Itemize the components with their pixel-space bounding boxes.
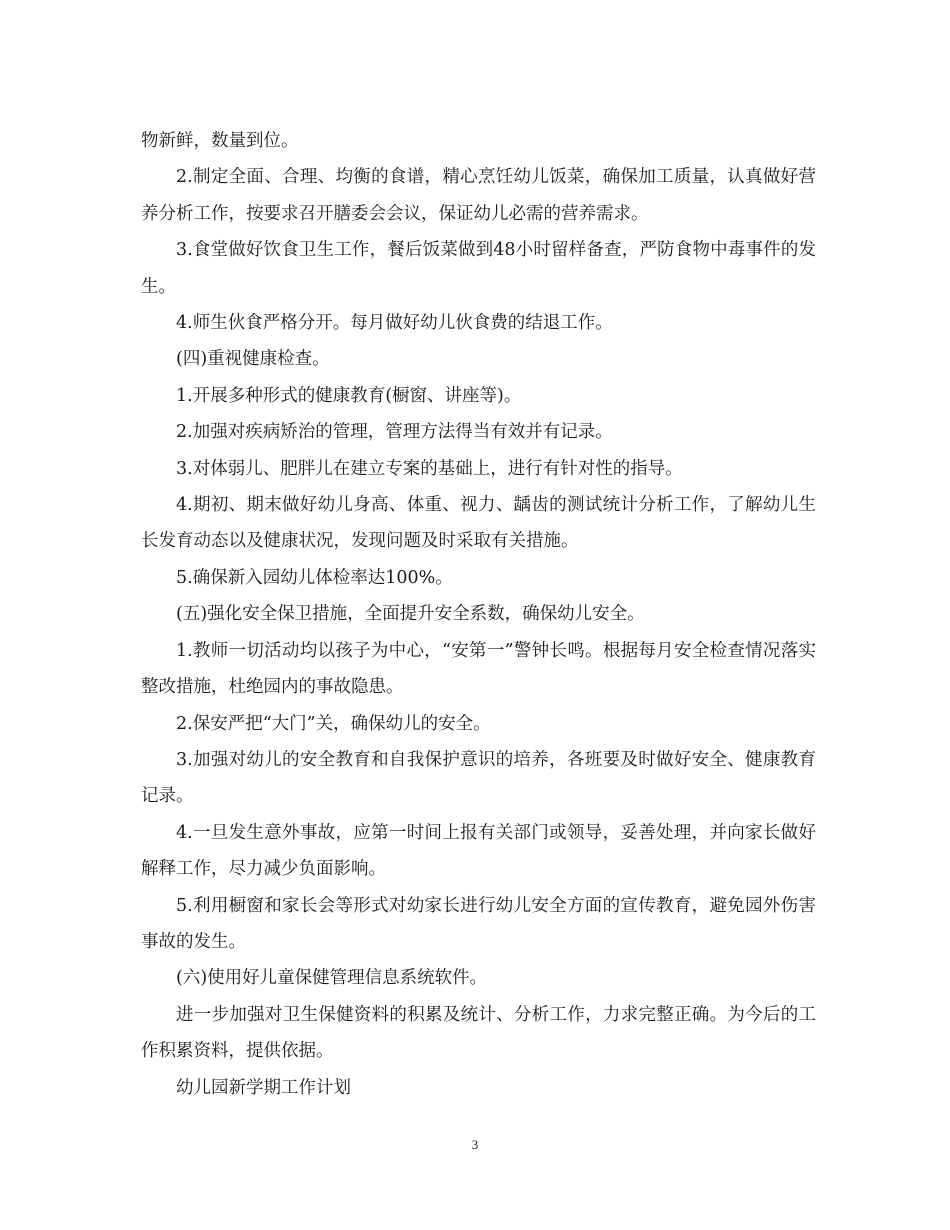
paragraph: 4.期初、期末做好幼儿身高、体重、视力、龋齿的测试统计分析工作，了解幼儿生长发育动态以及健康状况，发现问题及时采取有关措施。 bbox=[141, 495, 816, 552]
paragraph: 2.加强对疾病矫治的管理，管理方法得当有效并有记录。 bbox=[176, 422, 613, 443]
paragraph: 5.确保新入园幼儿体检率达100%。 bbox=[176, 567, 453, 588]
document-title-line: 幼儿园新学期工作计划 bbox=[176, 1077, 351, 1098]
paragraph: 3.对体弱儿、肥胖儿在建立专案的基础上，进行有针对性的指导。 bbox=[176, 458, 683, 479]
paragraph: 3.加强对幼儿的安全教育和自我保护意识的培养，各班要及时做好安全、健康教育记录。 bbox=[141, 749, 816, 807]
paragraph: 进一步加强对卫生保健资料的积累及统计、分析工作，力求完整正确。为今后的工作积累资料，提供依据。 bbox=[141, 1004, 816, 1062]
section-heading: (四)重视健康检查。 bbox=[176, 349, 330, 370]
section-heading: (六)使用好儿童保健管理信息系统软件。 bbox=[176, 968, 488, 989]
body-text bbox=[141, 123, 816, 1106]
paragraph: 1.教师一切活动均以孩子为中心，“安第一”警钟长鸣。根据每月安全检查情况落实整改措施，杜绝园内的事故隐患。 bbox=[141, 640, 816, 698]
page-number: 3 bbox=[471, 1137, 479, 1152]
paragraph: 3.食堂做好饮食卫生工作，餐后饭菜做到48小时留样备查，严防食物中毒事件的发生。 bbox=[141, 240, 816, 297]
paragraph: 2.制定全面、合理、均衡的食谱，精心烹饪幼儿饭菜，确保加工质量，认真做好营养分析工作，按要求召开膳委会会议，保证幼儿必需的营养需求。 bbox=[141, 167, 816, 224]
paragraph: 5.利用橱窗和家长会等形式对幼家长进行幼儿安全方面的宣传教育，避免园外伤害事故的发生。 bbox=[141, 895, 816, 952]
paragraph: 4.师生伙食严格分开。每月做好幼儿伙食费的结退工作。 bbox=[176, 313, 613, 334]
paragraph: 2.保安严把“大门”关，确保幼儿的安全。 bbox=[176, 713, 491, 734]
section-heading: (五)强化安全保卫措施，全面提升安全系数，确保幼儿安全。 bbox=[176, 604, 645, 625]
paragraph: 物新鲜，数量到位。 bbox=[141, 131, 299, 151]
paragraph: 4.一旦发生意外事故，应第一时间上报有关部门或领导，妥善处理，并向家长做好解释工作，尽力减少负面影响。 bbox=[141, 822, 816, 880]
paragraph: 1.开展多种形式的健康教育(橱窗、讲座等)。 bbox=[176, 385, 522, 406]
